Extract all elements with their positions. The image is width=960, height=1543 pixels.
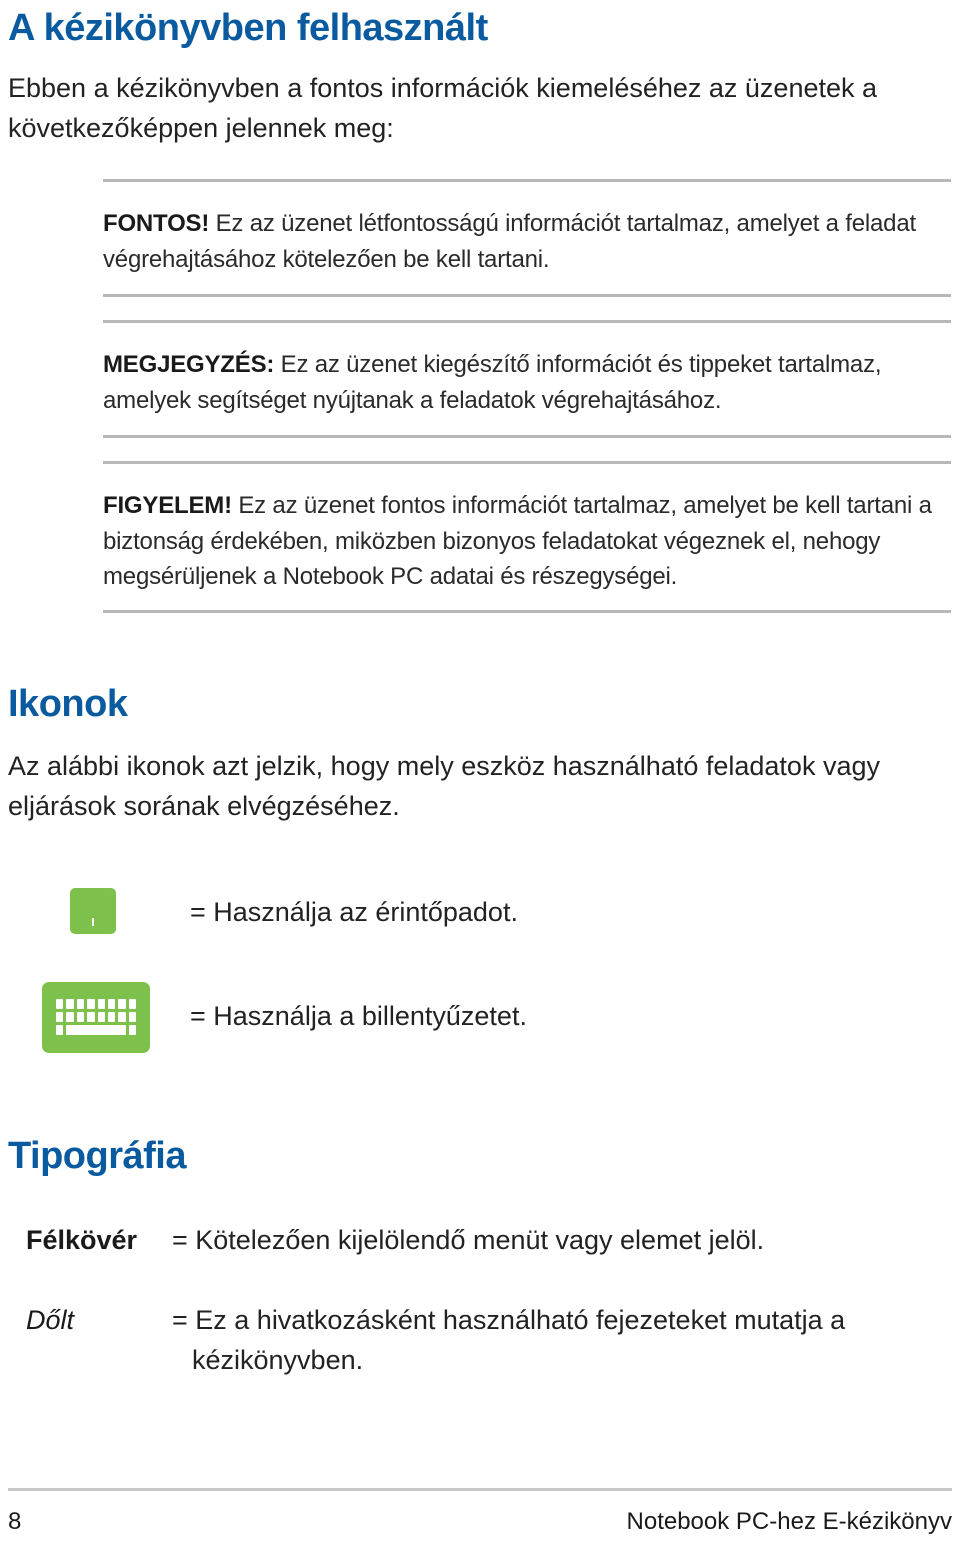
icon-row-keyboard: = Használja a billentyűzetet. xyxy=(190,1001,527,1031)
icon-row-touchpad: = Használja az érintőpadot. xyxy=(190,897,518,927)
notice-important xyxy=(103,206,951,277)
touchpad-mark xyxy=(92,918,94,926)
notice-important-label: FONTOS! xyxy=(103,210,210,237)
notice-divider-top xyxy=(103,461,951,464)
footer-divider xyxy=(8,1488,952,1491)
icons-intro: Az alábbi ikonok azt jelzik, hogy mely eszköz használható feladatok vagy eljárások sorának elvégzéséhez. xyxy=(8,751,880,821)
section-title-typography: Tipográfia xyxy=(8,1135,186,1177)
typography-term-italic: Dőlt xyxy=(26,1305,75,1335)
notice-divider-top xyxy=(103,320,951,323)
keyboard-icon xyxy=(42,982,150,1053)
notice-warning-text: Ez az üzenet fontos információt tartalmaz, amelyet be kell tartani a biztonság érdekében, miközben bizonyos feladatokat végeznek el, nehogy megsérüljenek a Notebook PC adatai és részegységei. xyxy=(103,492,932,590)
notice-divider-bottom xyxy=(103,435,951,438)
touchpad-icon xyxy=(70,888,116,934)
section-title-icons: Ikonok xyxy=(8,683,128,725)
notice-note xyxy=(103,347,951,418)
notice-warning xyxy=(103,488,951,595)
notice-note-label: MEGJEGYZÉS: xyxy=(103,351,275,378)
typography-term-bold: Félkövér xyxy=(26,1225,138,1255)
page-number: 8 xyxy=(8,1508,22,1535)
typography-definition-italic: = Ez a hivatkozásként használható fejezeteket mutatja a kézikönyvben. xyxy=(172,1305,846,1375)
notice-divider-bottom xyxy=(103,294,951,297)
section-title-conventions: A kézikönyvben felhasznált xyxy=(8,7,488,49)
notice-divider-bottom xyxy=(103,610,951,613)
notice-note-text: Ez az üzenet kiegészítő információt és tippeket tartalmaz, amelyek segítséget nyújtanak a feladatok végrehajtásához. xyxy=(103,351,882,414)
notice-warning-label: FIGYELEM! xyxy=(103,492,232,519)
footer-title: Notebook PC-hez E-kézikönyv xyxy=(626,1508,952,1535)
keyboard-keys xyxy=(56,999,136,1035)
conventions-intro: Ebben a kézikönyvben a fontos információk kiemeléséhez az üzenetek a következőképpen jelennek meg: xyxy=(8,73,878,143)
typography-definition-bold: = Kötelezően kijelölendő menüt vagy elemet jelöl. xyxy=(172,1225,765,1255)
notice-divider-top xyxy=(103,179,951,182)
notice-important-text: Ez az üzenet létfontosságú információt tartalmaz, amelyet a feladat végrehajtásához kötelezően be kell tartani. xyxy=(103,210,916,273)
